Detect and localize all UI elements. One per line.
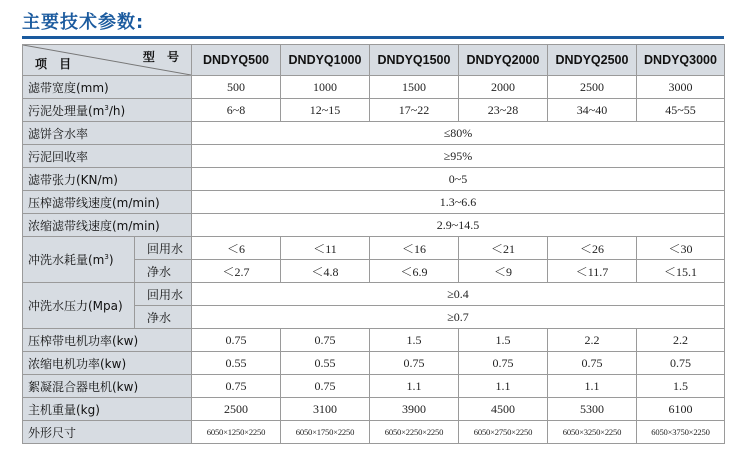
value-cell: 5300 — [548, 398, 637, 421]
model-header: DNDYQ1000 — [281, 45, 370, 76]
value-cell: 45~55 — [637, 99, 725, 122]
value-cell: 6100 — [637, 398, 725, 421]
value-cell: ≥0.4 — [192, 283, 725, 306]
sub-label-recycled-water: 回用水 — [135, 237, 192, 260]
value-cell: ＜6.9 — [370, 260, 459, 283]
row-label: 压榨滤带线速度(m/min) — [23, 191, 192, 214]
table-row-thick-belt-speed — [23, 214, 725, 237]
table-row-press-belt-speed — [23, 191, 725, 214]
row-label — [23, 99, 192, 122]
spec-table — [22, 44, 725, 444]
value-cell: ＜16 — [370, 237, 459, 260]
value-cell: ＜2.7 — [192, 260, 281, 283]
value-cell: ＜11.7 — [548, 260, 637, 283]
table-row-mixer-motor — [23, 375, 725, 398]
table-row-belt-width — [23, 76, 725, 99]
value-cell: ＜26 — [548, 237, 637, 260]
value-cell: ＜21 — [459, 237, 548, 260]
value-cell: 34~40 — [548, 99, 637, 122]
header-corner-cell — [23, 45, 192, 76]
table-row-press-motor — [23, 329, 725, 352]
value-cell: 4500 — [459, 398, 548, 421]
model-header: DNDYQ2000 — [459, 45, 548, 76]
label-text: 冲洗水耗量(m — [28, 253, 105, 267]
value-cell: 0.75 — [637, 352, 725, 375]
value-cell: 0.75 — [192, 375, 281, 398]
value-cell: 0.75 — [548, 352, 637, 375]
value-cell: 0.55 — [281, 352, 370, 375]
row-label: 污泥回收率 — [23, 145, 192, 168]
value-cell: ＜6 — [192, 237, 281, 260]
value-cell: 12~15 — [281, 99, 370, 122]
value-cell: ≥95% — [192, 145, 725, 168]
table-row-sludge-recovery — [23, 145, 725, 168]
value-cell: 1.1 — [459, 375, 548, 398]
value-cell: 2500 — [548, 76, 637, 99]
value-cell: 0.75 — [281, 375, 370, 398]
header-row — [23, 45, 725, 76]
value-cell: 1.5 — [459, 329, 548, 352]
value-cell: 1000 — [281, 76, 370, 99]
row-label: 浓缩滤带线速度(m/min) — [23, 214, 192, 237]
value-cell: ＜9 — [459, 260, 548, 283]
value-cell: 2.9~14.5 — [192, 214, 725, 237]
table-row-wash-consumption-recycled — [23, 237, 725, 260]
value-cell: 3000 — [637, 76, 725, 99]
row-label: 滤带宽度(mm) — [23, 76, 192, 99]
row-label: 冲洗水压力(Mpa) — [23, 283, 135, 329]
value-cell: 0.75 — [281, 329, 370, 352]
row-label: 主机重量(kg) — [23, 398, 192, 421]
value-cell: 2000 — [459, 76, 548, 99]
value-cell: 6050×2250×2250 — [370, 421, 459, 444]
value-cell: 3900 — [370, 398, 459, 421]
value-cell: 3100 — [281, 398, 370, 421]
value-cell: 6050×3750×2250 — [637, 421, 725, 444]
value-cell: 6050×2750×2250 — [459, 421, 548, 444]
table-row-wash-pressure-recycled — [23, 283, 725, 306]
value-cell: ＜4.8 — [281, 260, 370, 283]
label-text: /h) — [108, 103, 126, 118]
value-cell: 1.1 — [370, 375, 459, 398]
value-cell: 0~5 — [192, 168, 725, 191]
value-cell: 1.5 — [370, 329, 459, 352]
value-cell: 1500 — [370, 76, 459, 99]
row-label: 压榨带电机功率(kw) — [23, 329, 192, 352]
sub-label-clean-water: 净水 — [135, 306, 192, 329]
value-cell: 2.2 — [637, 329, 725, 352]
title-underline — [22, 36, 724, 39]
row-label: 滤饼含水率 — [23, 122, 192, 145]
table-row-sludge-capacity — [23, 99, 725, 122]
value-cell: 6050×1250×2250 — [192, 421, 281, 444]
label-text: ) — [108, 253, 114, 267]
corner-model-label: 型 号 — [142, 50, 183, 64]
value-cell: 2500 — [192, 398, 281, 421]
sub-label-recycled-water: 回用水 — [135, 283, 192, 306]
table-row-belt-tension — [23, 168, 725, 191]
value-cell: 1.1 — [548, 375, 637, 398]
table-row-thick-motor — [23, 352, 725, 375]
table-row-cake-moisture — [23, 122, 725, 145]
value-cell: 6050×3250×2250 — [548, 421, 637, 444]
row-label: 絮凝混合器电机(kw) — [23, 375, 192, 398]
value-cell: ≤80% — [192, 122, 725, 145]
value-cell: 17~22 — [370, 99, 459, 122]
corner-item-label: 项 目 — [35, 57, 76, 71]
row-label: 滤带张力(KN/m) — [23, 168, 192, 191]
value-cell: 0.75 — [192, 329, 281, 352]
value-cell: ＜15.1 — [637, 260, 725, 283]
value-cell: ≥0.7 — [192, 306, 725, 329]
value-cell: 500 — [192, 76, 281, 99]
model-header: DNDYQ1500 — [370, 45, 459, 76]
label-superscript: 3 — [104, 253, 109, 261]
model-header: DNDYQ500 — [192, 45, 281, 76]
value-cell: 0.55 — [192, 352, 281, 375]
table-row-weight — [23, 398, 725, 421]
value-cell: 23~28 — [459, 99, 548, 122]
label-superscript: 3 — [104, 103, 109, 112]
model-header: DNDYQ2500 — [548, 45, 637, 76]
value-cell: 2.2 — [548, 329, 637, 352]
value-cell: 1.3~6.6 — [192, 191, 725, 214]
value-cell: 0.75 — [459, 352, 548, 375]
row-label — [23, 237, 135, 283]
table-row-dimensions — [23, 421, 725, 444]
value-cell: ＜11 — [281, 237, 370, 260]
value-cell: 0.75 — [370, 352, 459, 375]
value-cell: 1.5 — [637, 375, 725, 398]
row-label: 浓缩电机功率(kw) — [23, 352, 192, 375]
row-label: 外形尺寸 — [23, 421, 192, 444]
model-header: DNDYQ3000 — [637, 45, 725, 76]
value-cell: ＜30 — [637, 237, 725, 260]
label-text: 污泥处理量(m — [28, 103, 105, 118]
value-cell: 6050×1750×2250 — [281, 421, 370, 444]
value-cell: 6~8 — [192, 99, 281, 122]
sub-label-clean-water: 净水 — [135, 260, 192, 283]
page-title: 主要技术参数: — [22, 12, 145, 33]
